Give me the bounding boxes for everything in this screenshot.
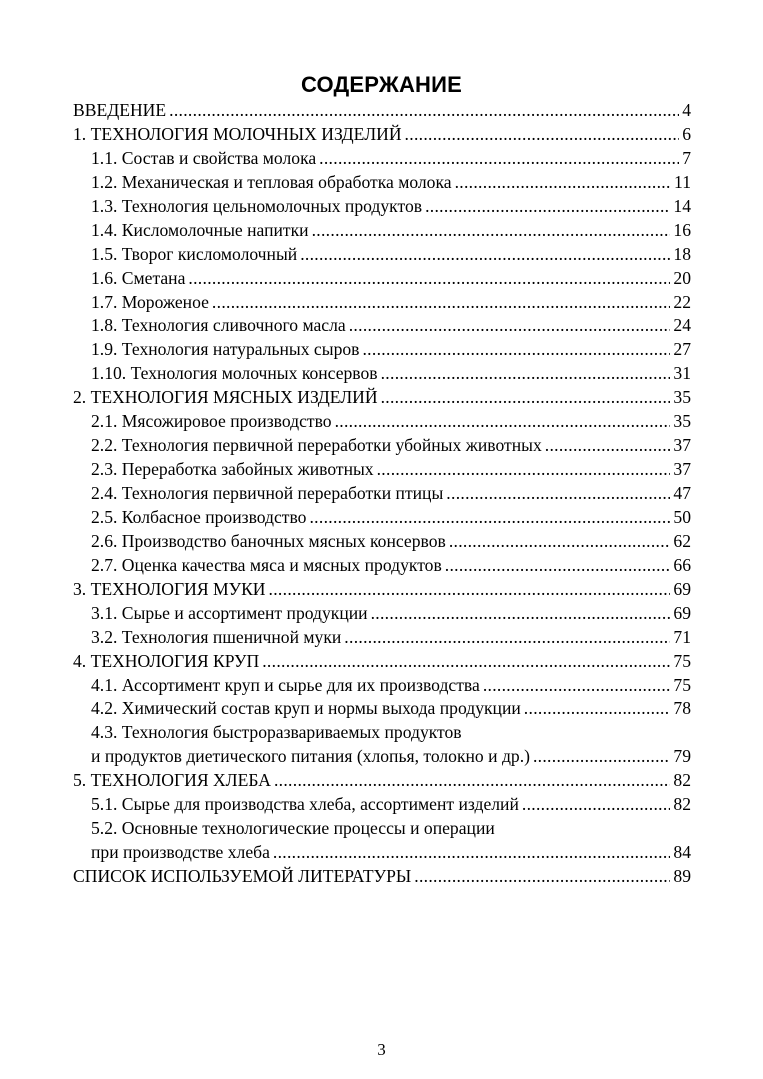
toc-entry-page: 47: [673, 483, 691, 503]
toc-entry-label: 1.3. Технология цельномолочных продуктов: [91, 195, 423, 216]
toc-entry-page: 35: [673, 387, 691, 408]
toc-entry[interactable]: [73, 482, 691, 506]
dot-leader: [188, 267, 670, 291]
toc-entry-page: 20: [673, 267, 691, 288]
toc-entry[interactable]: [73, 219, 691, 243]
toc-entry-page: 89: [673, 866, 691, 886]
toc-entry[interactable]: [73, 314, 691, 338]
toc-entry-page: 75: [673, 650, 691, 671]
toc-entry-page: 22: [673, 291, 691, 312]
toc-chapter[interactable]: [73, 123, 691, 147]
toc-entry-page: 18: [673, 243, 691, 264]
toc-entry-label: 2.3. Переработка забойных животных: [91, 459, 374, 480]
dot-leader: [309, 506, 670, 530]
toc-entry-label: 1. ТЕХНОЛОГИЯ МОЛОЧНЫХ ИЗДЕЛИЙ: [73, 123, 402, 144]
toc-entry[interactable]: [73, 745, 691, 769]
dot-leader: [169, 99, 679, 123]
dot-leader: [262, 650, 670, 674]
dot-leader: [405, 123, 680, 147]
toc-entry[interactable]: [73, 602, 691, 626]
toc-entry-label: 1.8. Технология сливочного масла: [91, 315, 346, 336]
toc-entry-continuation: и продуктов диетического питания (хлопья, толокно и др.): [91, 746, 530, 767]
dot-leader: [377, 458, 671, 482]
dot-leader: [319, 147, 679, 171]
toc-entry-label: 2.6. Производство баночных мясных консервов: [91, 530, 446, 551]
toc-entry-label: 2.5. Колбасное производство: [91, 506, 307, 527]
table-of-contents: [73, 99, 691, 889]
dot-leader: [212, 291, 670, 315]
toc-entry-page: 75: [673, 674, 691, 695]
toc-entry-label: СПИСОК ИСПОЛЬЗУЕМОЙ ЛИТЕРАТУРЫ: [73, 866, 412, 886]
toc-entry[interactable]: [73, 793, 691, 817]
toc-entry[interactable]: [73, 362, 691, 386]
toc-entry[interactable]: [73, 554, 691, 578]
toc-entry-page: 69: [673, 602, 691, 623]
toc-entry-label: 5. ТЕХНОЛОГИЯ ХЛЕБА: [73, 770, 271, 791]
toc-entry-label: 3. ТЕХНОЛОГИЯ МУКИ: [73, 578, 266, 599]
dot-leader: [522, 793, 671, 817]
dot-leader: [425, 195, 670, 219]
dot-leader: [300, 243, 670, 267]
dot-leader: [445, 554, 671, 578]
toc-entry-page: 37: [673, 459, 691, 480]
toc-entry-label: 4.2. Химический состав круп и нормы выхода продукции: [91, 698, 521, 719]
page-number: 3: [377, 1040, 386, 1059]
dot-leader: [344, 626, 670, 650]
toc-chapter[interactable]: [73, 99, 691, 123]
dot-leader: [269, 578, 671, 602]
toc-entry[interactable]: [73, 434, 691, 458]
toc-entry-label: 4. ТЕХНОЛОГИЯ КРУП: [73, 650, 260, 671]
toc-entry[interactable]: [73, 506, 691, 530]
toc-entry-label: 2.4. Технология первичной переработки птицы: [91, 483, 444, 503]
toc-entry[interactable]: [73, 674, 691, 698]
dot-leader: [545, 434, 671, 458]
toc-entry-page: 66: [673, 554, 691, 575]
dot-leader: [273, 841, 671, 865]
dot-leader: [533, 745, 670, 769]
toc-entry-page: 14: [673, 195, 691, 216]
toc-entry[interactable]: [73, 243, 691, 267]
dot-leader: [414, 865, 670, 889]
toc-chapter[interactable]: [73, 769, 691, 793]
toc-entry-label: 3.2. Технология пшеничной муки: [91, 626, 342, 647]
page-title: СОДЕРЖАНИЕ: [300, 71, 463, 97]
dot-leader: [449, 530, 671, 554]
toc-entry-label: 5.1. Сырье для производства хлеба, ассортимент изделий: [91, 794, 519, 815]
toc-entry-page: 31: [673, 363, 691, 384]
toc-entry-page: 82: [673, 770, 691, 791]
toc-chapter[interactable]: [73, 386, 691, 410]
toc-entry-page: 62: [673, 530, 691, 551]
toc-entry-label: 1.4. Кисломолочные напитки: [91, 219, 309, 240]
dot-leader: [335, 410, 671, 434]
toc-entry-label: 2. ТЕХНОЛОГИЯ МЯСНЫХ ИЗДЕЛИЙ: [73, 387, 378, 408]
toc-chapter[interactable]: [73, 865, 691, 889]
toc-entry[interactable]: [73, 458, 691, 482]
toc-entry-label: 1.10. Технология молочных консервов: [91, 363, 378, 384]
toc-entry[interactable]: [73, 147, 691, 171]
toc-entry-label: 1.2. Механическая и тепловая обработка молока: [91, 171, 452, 192]
toc-entry-page: 71: [673, 626, 691, 647]
toc-entry[interactable]: [73, 626, 691, 650]
toc-entry-page: 79: [673, 746, 691, 767]
toc-entry-label: 1.5. Творог кисломолочный: [91, 243, 298, 264]
toc-entry[interactable]: [73, 171, 691, 195]
toc-entry-label: 2.2. Технология первичной переработки убойных животных: [91, 435, 542, 456]
toc-entry-page: 24: [673, 315, 691, 336]
toc-entry-continuation: при производстве хлеба: [91, 842, 270, 863]
toc-entry-label: 1.6. Сметана: [91, 267, 186, 288]
dot-leader: [381, 386, 671, 410]
dot-leader: [312, 219, 671, 243]
dot-leader: [349, 314, 671, 338]
toc-entry[interactable]: [73, 530, 691, 554]
toc-entry-label: 5.2. Основные технологические процессы и операции: [91, 818, 495, 839]
toc-entry-label: 4.3. Технология быстроразвариваемых продуктов: [91, 722, 462, 743]
toc-entry-page: 4: [682, 100, 691, 120]
dot-leader: [274, 769, 670, 793]
dot-leader: [381, 362, 671, 386]
toc-entry[interactable]: [73, 697, 691, 721]
toc-entry-page: 16: [673, 219, 691, 240]
toc-entry-page: 27: [673, 339, 691, 360]
toc-entry-label: 1.7. Мороженое: [91, 291, 209, 312]
toc-entry-page: 11: [674, 171, 691, 192]
toc-entry-label: 1.9. Технология натуральных сыров: [91, 339, 360, 360]
toc-entry[interactable]: [73, 195, 691, 219]
toc-entry-label: ВВЕДЕНИЕ: [73, 100, 167, 120]
toc-entry[interactable]: [73, 267, 691, 291]
toc-chapter[interactable]: [73, 578, 691, 602]
toc-entry-page: 35: [673, 411, 691, 432]
toc-entry-page: 7: [682, 147, 691, 168]
toc-entry-page: 84: [673, 842, 691, 863]
toc-entry-page: 78: [673, 698, 691, 719]
toc-entry-page: 82: [673, 794, 691, 815]
toc-entry-page: 6: [682, 123, 691, 144]
toc-entry[interactable]: [73, 338, 691, 362]
toc-entry-label: 4.1. Ассортимент круп и сырье для их производства: [91, 674, 480, 695]
toc-entry-page: 69: [673, 578, 691, 599]
dot-leader: [362, 338, 670, 362]
toc-entry-label: 3.1. Сырье и ассортимент продукции: [91, 602, 368, 623]
dot-leader: [455, 171, 671, 195]
toc-chapter[interactable]: [73, 650, 691, 674]
toc-entry-label: 2.1. Мясожировое производство: [91, 411, 332, 432]
toc-entry[interactable]: [73, 291, 691, 315]
dot-leader: [483, 674, 671, 698]
toc-entry[interactable]: [73, 841, 691, 865]
toc-entry-label: 1.1. Состав и свойства молока: [91, 147, 317, 168]
toc-entry-page: 37: [673, 435, 691, 456]
dot-leader: [446, 482, 670, 506]
toc-entry-label: 2.7. Оценка качества мяса и мясных продуктов: [91, 554, 442, 575]
toc-entry[interactable]: [73, 410, 691, 434]
toc-entry-page: 50: [673, 506, 691, 527]
dot-leader: [371, 602, 671, 626]
dot-leader: [524, 697, 671, 721]
